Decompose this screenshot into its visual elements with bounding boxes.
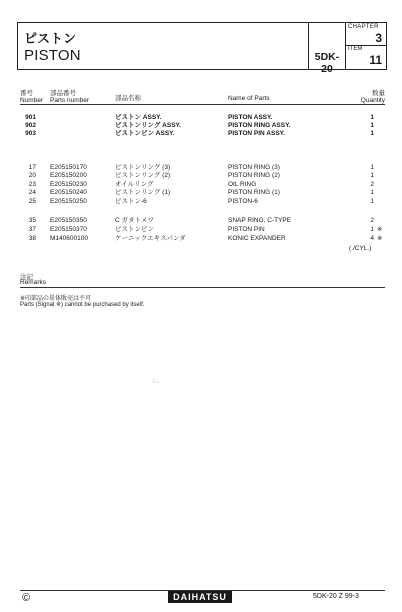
row-number: 23 [28,181,36,188]
row-part-number: E205150170 [50,164,87,171]
row-number: 17 [28,164,36,171]
model-code: 5DK-20 [314,51,340,75]
row-number: 38 [28,235,36,242]
col-parts-number-jp: 部品番号 [50,90,76,97]
faint-mark: ILL [152,379,161,385]
row-part-number: E205150370 [50,226,87,233]
header-rule [20,104,385,105]
row-name-jp: ピストンピン [115,226,154,233]
row-part-number: E205150250 [50,198,87,205]
row-name-jp: ピストン-6 [115,198,147,205]
copyright-icon: © [22,592,31,604]
item-label: ITEM [348,46,363,52]
row-name-en: PISTON ASSY. [228,114,273,121]
row-name-en: SNAP RING, C-TYPE [228,217,292,224]
row-name-jp: ピストン ASSY. [115,114,162,121]
per-cyl-note: ( /CYL.) [349,245,372,252]
daihatsu-logo: DAIHATSU [168,591,232,603]
item-value: 11 [369,53,382,67]
row-name-jp: ケーニックエキスパンダ [115,235,186,242]
row-name-en: PISTON RING ASSY. [228,122,291,129]
remarks-label-en: Remarks [20,279,47,286]
col-quantity-en: Quantity [360,97,385,104]
row-name-en: KONIC EXPANDER [228,235,286,242]
row-name-en: PISTON RING (1) [228,189,280,196]
header-box [17,22,387,75]
row-number: 902 [25,122,36,129]
remarks-note-en: Parts (Signal ※) cannot be purchased by itself. [20,302,145,308]
row-quantity: 2 [370,217,374,224]
remarks-rule [20,287,385,288]
col-parts-number-header [50,90,89,104]
row-number: 903 [25,130,36,137]
row-number: 37 [28,226,36,233]
col-quantity-jp: 数量 [372,90,385,97]
col-number-en: Number [20,97,44,104]
row-quantity: 1 [370,198,374,205]
col-quantity-header [345,90,385,104]
col-number-jp: 番号 [20,90,33,97]
chapter-label: CHAPTER [348,24,379,30]
row-name-jp: ピストンピン ASSY. [115,130,175,137]
remarks-note-jp: ※印部品の単体販売は不可 [20,296,92,302]
row-part-number: E205150230 [50,181,87,188]
row-quantity: 2 [370,181,374,188]
footer-code: 5DK-20 Z 99-3 [313,593,359,600]
title-jp: ピストン [24,31,77,46]
row-quantity: 1 [370,122,374,129]
row-name-jp: ピストンリング (2) [115,172,171,179]
row-number: 25 [28,198,36,205]
row-name-jp: ピストンリング (3) [115,164,171,171]
row-part-number: E205150240 [50,189,87,196]
row-part-number: E205150200 [50,172,87,179]
chapter-value: 3 [375,31,382,45]
row-number: 20 [28,172,36,179]
row-number: 35 [28,217,36,224]
row-quantity: 1 [370,130,374,137]
row-quantity: 1 [370,164,374,171]
row-name-jp: ピストンリング ASSY. [115,122,181,129]
row-quantity: 1 [370,172,374,179]
row-name-jp: C ガタトメワ [115,217,154,224]
row-part-number: E205150350 [50,217,87,224]
row-name-en: PISTON-6 [228,198,258,205]
col-number-header [20,90,43,104]
row-name-en: PISTON PIN [228,226,265,233]
row-note-mark: ※ [377,226,383,233]
row-number: 901 [25,114,36,121]
row-name-en: PISTON PIN ASSY. [228,130,286,137]
row-quantity: 1 [370,226,374,233]
row-quantity: 1 [370,189,374,196]
row-note-mark: ※ [377,235,383,242]
row-quantity: 4 [370,235,374,242]
col-parts-number-en: Parts number [50,97,90,104]
row-name-en: PISTON RING (2) [228,172,280,179]
row-name-jp: ピストンリング (1) [115,189,171,196]
col-name-jp: 部品名称 [115,95,141,102]
row-quantity: 1 [370,114,374,121]
row-name-jp: オイルリング [115,181,154,188]
row-number: 24 [28,189,36,196]
row-part-number: M140600100 [50,235,88,242]
remarks-label-jp: 注記 [20,274,33,281]
col-name-en: Name of Parts [228,95,270,102]
row-name-en: OIL RING [228,181,257,188]
row-name-en: PISTON RING (3) [228,164,280,171]
title-en: PISTON [24,47,81,64]
